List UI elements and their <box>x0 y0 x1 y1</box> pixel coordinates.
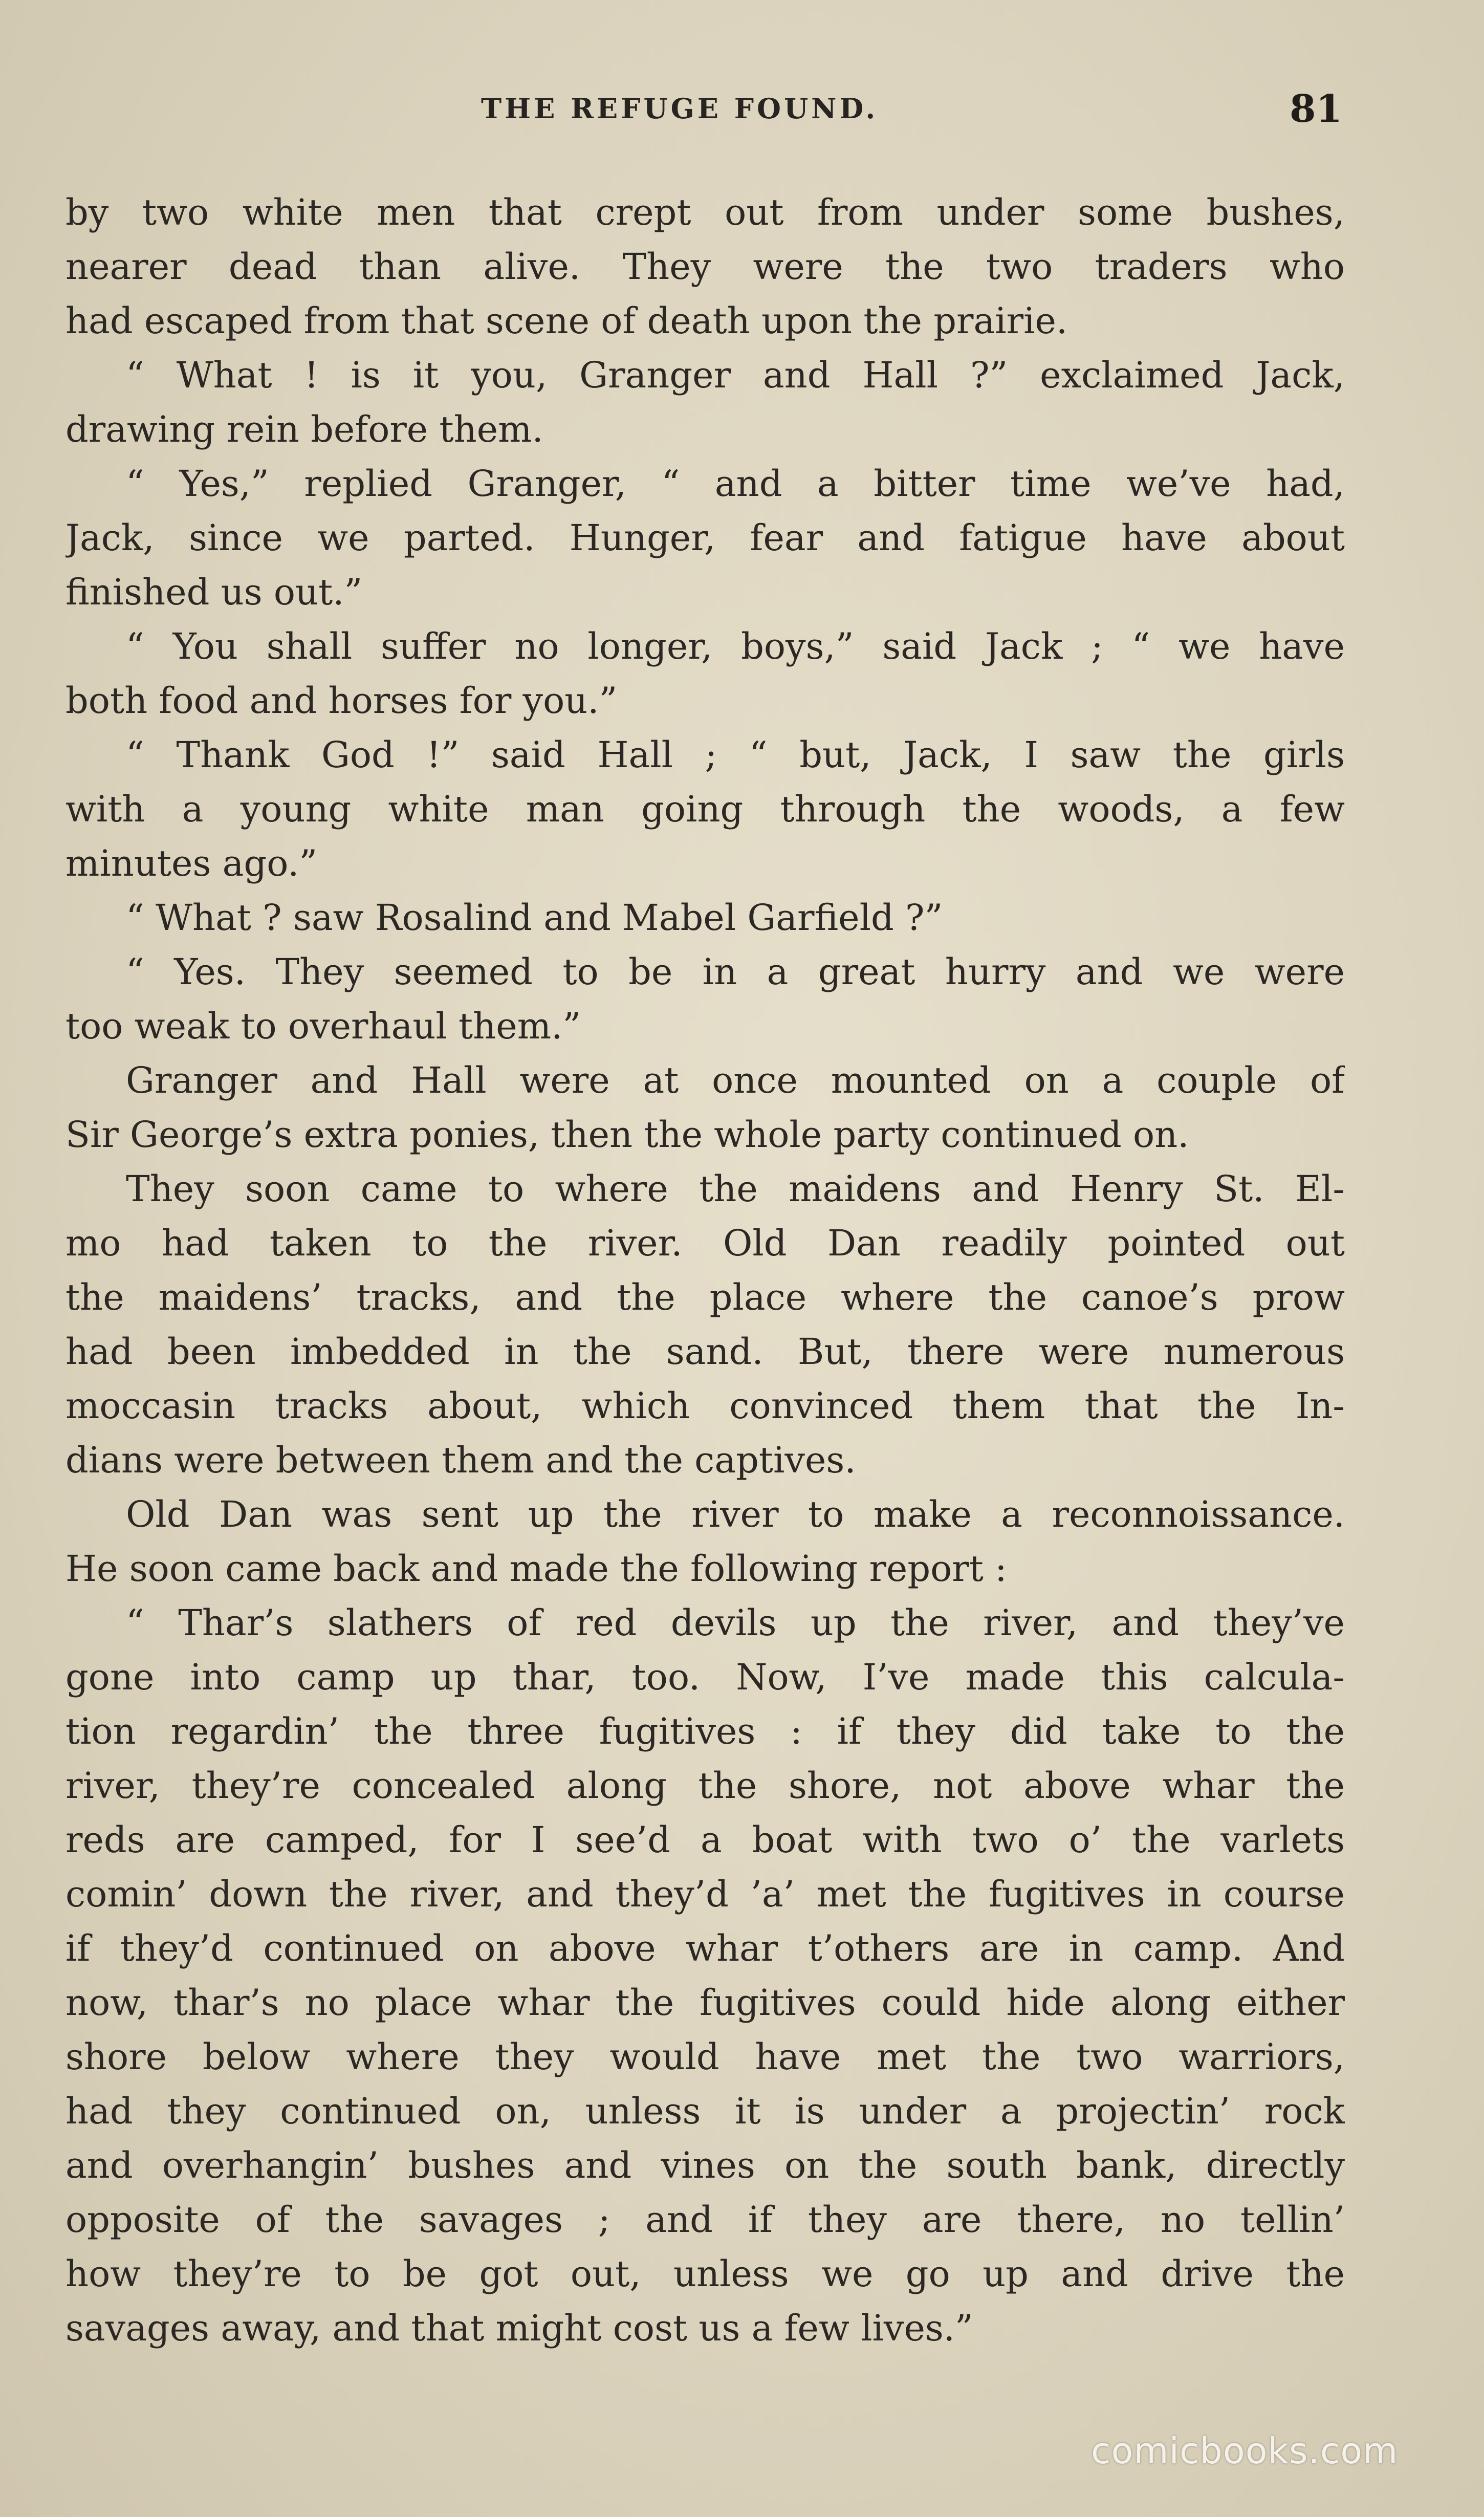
text-line: They soon came to where the maidens and Henry St. El- <box>126 1168 1345 1210</box>
text-line: gone into camp up thar, too. Now, I’ve made this calcula- <box>66 1656 1345 1698</box>
text-line: Jack, since we parted. Hunger, fear and fatigue have about <box>66 517 1345 559</box>
text-line: “ Thar’s slathers of red devils up the river, and they’ve <box>126 1602 1345 1644</box>
text-line: reds are camped, for I see’d a boat with two o’ the varlets <box>66 1819 1345 1861</box>
text-line: “ What ! is it you, Granger and Hall ?” exclaimed Jack, <box>126 354 1345 396</box>
text-line: Sir George’s extra ponies, then the whole party continued on. <box>66 1114 1189 1156</box>
text-line: “ You shall suffer no longer, boys,” said Jack ; “ we have <box>126 625 1345 667</box>
text-line: mo had taken to the river. Old Dan readily pointed out <box>66 1222 1345 1264</box>
text-line: comin’ down the river, and they’d ’a’ met the fugitives in course <box>66 1873 1345 1915</box>
text-line: finished us out.” <box>66 571 363 613</box>
running-head <box>0 87 1484 133</box>
text-line: nearer dead than alive. They were the two traders who <box>66 246 1345 288</box>
text-line: minutes ago.” <box>66 842 318 884</box>
text-line: drawing rein before them. <box>66 408 543 450</box>
text-line: too weak to overhaul them.” <box>66 1005 581 1047</box>
text-line: “ Thank God !” said Hall ; “ but, Jack, I saw the girls <box>126 734 1345 776</box>
watermark: comicbooks.com <box>1091 2430 1399 2472</box>
text-line: dians were between them and the captives. <box>66 1439 856 1481</box>
text-line: how they’re to be got out, unless we go up and drive the <box>66 2253 1345 2295</box>
text-line: by two white men that crept out from under some bushes, <box>66 191 1345 233</box>
text-line: both food and horses for you.” <box>66 680 618 722</box>
text-line: He soon came back and made the following report : <box>66 1548 1007 1590</box>
text-line: opposite of the savages ; and if they are there, no tellin’ <box>66 2199 1345 2241</box>
text-line: had been imbedded in the sand. But, there were numerous <box>66 1331 1345 1373</box>
text-line: moccasin tracks about, which convinced them that the In- <box>66 1385 1345 1427</box>
text-line: if they’d continued on above whar t’others are in camp. And <box>66 1927 1345 1969</box>
text-line: savages away, and that might cost us a few lives.” <box>66 2307 973 2349</box>
text-line: river, they’re concealed along the shore, not above whar the <box>66 1765 1345 1807</box>
text-line: the maidens’ tracks, and the place where the canoe’s prow <box>66 1276 1345 1318</box>
text-line: Old Dan was sent up the river to make a reconnoissance. <box>126 1493 1345 1535</box>
text-line: “ Yes. They seemed to be in a great hurry and we were <box>126 951 1345 993</box>
text-line: and overhangin’ bushes and vines on the south bank, directly <box>66 2144 1345 2186</box>
text-line: “ What ? saw Rosalind and Mabel Garfield ?” <box>126 897 943 939</box>
page-number: 81 <box>1290 87 1342 131</box>
text-line: “ Yes,” replied Granger, “ and a bitter time we’ve had, <box>126 463 1345 505</box>
text-line: had they continued on, unless it is under a projectin’ rock <box>66 2090 1345 2132</box>
text-line: tion regardin’ the three fugitives : if they did take to the <box>66 1710 1345 1752</box>
text-line: had escaped from that scene of death upon the prairie. <box>66 300 1068 342</box>
text-line: Granger and Hall were at once mounted on a couple of <box>126 1059 1345 1101</box>
text-line: with a young white man going through the woods, a few <box>66 788 1345 830</box>
body-text <box>66 185 1345 2360</box>
running-title: THE REFUGE FOUND. <box>481 92 879 125</box>
text-line: shore below where they would have met the two warriors, <box>66 2036 1345 2078</box>
text-line: now, thar’s no place whar the fugitives could hide along either <box>66 1982 1345 2024</box>
